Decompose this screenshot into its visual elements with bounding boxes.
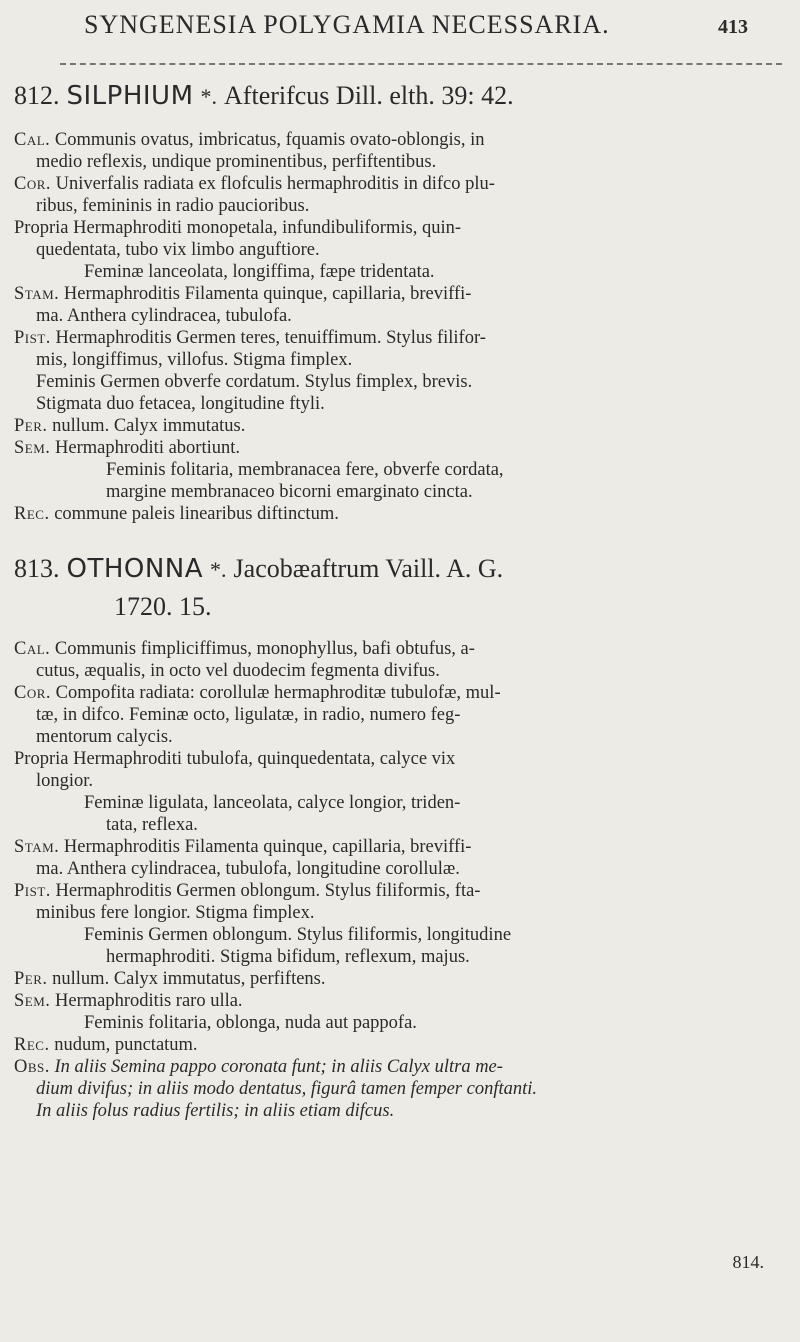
line-text: Hermaphroditis Filamenta quinque, capillaria, breviffi- <box>63 837 472 857</box>
genus-entries <box>14 76 778 1122</box>
section-label: Per. <box>14 969 48 989</box>
text-line <box>14 217 778 239</box>
genus-heading <box>14 76 778 117</box>
line-text: longior. <box>36 771 94 791</box>
line-text: In aliis folus radius fertilis; in aliis etiam difcus. <box>36 1101 395 1121</box>
description-paragraph <box>14 217 778 261</box>
line-text: Communis fimpliciffimus, monophyllus, bafi obtufus, a- <box>54 639 475 659</box>
text-line <box>14 814 778 836</box>
description-paragraph <box>14 682 778 748</box>
section-label: Rec. <box>14 504 50 524</box>
description-paragraph <box>14 1034 778 1056</box>
line-text: Feminis folitaria, membranacea fere, obverfe cordata, <box>106 460 504 480</box>
description-paragraph <box>14 503 778 525</box>
text-line <box>14 503 778 525</box>
line-text: ma. Anthera cylindracea, tubulofa. <box>36 306 292 326</box>
description-paragraph <box>14 129 778 173</box>
line-text: Hermaphroditis Germen oblongum. Stylus filiformis, fta- <box>55 881 481 901</box>
line-text: Hermaphroditis raro ulla. <box>55 991 243 1011</box>
description-paragraph <box>14 1012 778 1034</box>
text-line <box>14 748 778 770</box>
line-text: quedentata, tubo vix limbo anguftiore. <box>36 240 320 260</box>
text-line <box>14 858 778 880</box>
genus-asterisk: *. <box>210 557 227 582</box>
text-line <box>14 481 778 503</box>
line-text: tata, reflexa. <box>106 815 198 835</box>
text-line <box>14 836 778 858</box>
line-text: Feminis Germen obverfe cordatum. Stylus fimplex, brevis. <box>36 372 473 392</box>
description-paragraph <box>14 371 778 415</box>
text-line <box>14 1056 778 1078</box>
text-line <box>14 393 778 415</box>
page-number: 413 <box>718 16 748 38</box>
running-title: SYNGENESIA POLYGAMIA NECESSARIA. <box>84 10 610 39</box>
line-text: Feminis folitaria, oblonga, nuda aut pappofa. <box>84 1013 417 1033</box>
text-line <box>14 415 778 437</box>
text-line <box>14 946 778 968</box>
section-label: Stam. <box>14 284 60 304</box>
line-text: Propria Hermaphroditi monopetala, infundibuliformis, quin- <box>14 218 461 238</box>
genus-synonym: Afterifcus Dill. elth. 39: 42. <box>224 81 514 110</box>
genus-heading <box>14 549 778 590</box>
section-label: Obs. <box>14 1057 50 1077</box>
text-line <box>14 1100 778 1122</box>
genus-name: SILPHIUM <box>66 81 194 111</box>
line-text: In aliis Semina pappo coronata funt; in aliis Calyx ultra me- <box>54 1057 503 1077</box>
description-paragraph <box>14 836 778 880</box>
line-text: Hermaphroditis Germen teres, tenuiffimum. Stylus filifor- <box>55 328 486 348</box>
text-line <box>14 726 778 748</box>
line-text: Hermaphroditi abortiunt. <box>55 438 241 458</box>
line-text: Feminis Germen oblongum. Stylus filiformis, longitudine <box>84 925 512 945</box>
line-text: mentorum calycis. <box>36 727 173 747</box>
section-label: Pist. <box>14 328 51 348</box>
description-paragraph <box>14 437 778 459</box>
text-line <box>14 704 778 726</box>
section-label: Cal. <box>14 639 51 659</box>
description-paragraph <box>14 792 778 836</box>
description-paragraph <box>14 748 778 792</box>
catchword: 814. <box>732 1252 764 1272</box>
line-text: ma. Anthera cylindracea, tubulofa, longitudine corollulæ. <box>36 859 460 879</box>
line-text: tæ, in difco. Feminæ octo, ligulatæ, in radio, numero feg- <box>36 705 461 725</box>
description-paragraph <box>14 415 778 437</box>
genus-number: 812. <box>14 81 60 110</box>
section-label: Rec. <box>14 1035 50 1055</box>
running-header <box>0 10 800 40</box>
text-line <box>14 195 778 217</box>
text-line <box>14 1078 778 1100</box>
text-line <box>14 682 778 704</box>
text-line <box>14 660 778 682</box>
genus-asterisk: *. <box>200 84 218 109</box>
genus-synonym: Jacobæaftrum Vaill. A. G. <box>233 554 504 583</box>
line-text: Feminæ lanceolata, longiffima, fæpe tridentata. <box>84 262 435 282</box>
description-paragraph <box>14 173 778 217</box>
text-line <box>14 638 778 660</box>
line-text: commune paleis linearibus diftinctum. <box>54 504 339 524</box>
line-text: mis, longiffimus, villofus. Stigma fimplex. <box>36 350 353 370</box>
line-text: medio reflexis, undique prominentibus, perfiftentibus. <box>36 152 437 172</box>
text-line <box>14 239 778 261</box>
text-line <box>14 792 778 814</box>
text-line <box>14 327 778 349</box>
line-text: nullum. Calyx immutatus. <box>52 416 246 436</box>
line-text: Communis ovatus, imbricatus, fquamis ovato-oblongis, in <box>54 130 485 150</box>
description-paragraph <box>14 1056 778 1122</box>
description-paragraph <box>14 327 778 371</box>
text-line <box>14 151 778 173</box>
text-line <box>14 129 778 151</box>
genus-number: 813. <box>14 554 60 583</box>
description-paragraph <box>14 990 778 1012</box>
section-label: Sem. <box>14 991 51 1011</box>
text-line <box>14 968 778 990</box>
text-line <box>14 459 778 481</box>
description-paragraph <box>14 638 778 682</box>
line-text: minibus fere longior. Stigma fimplex. <box>36 903 315 923</box>
section-label: Cor. <box>14 174 52 194</box>
genus-name: OTHONNA <box>66 554 204 584</box>
description-paragraph <box>14 283 778 327</box>
text-line <box>14 880 778 902</box>
text-line <box>14 305 778 327</box>
text-line <box>14 349 778 371</box>
text-line <box>14 1034 778 1056</box>
line-text: ribus, femininis in radio paucioribus. <box>36 196 310 216</box>
text-line <box>14 1012 778 1034</box>
line-text: dium divifus; in aliis modo dentatus, figurâ tamen femper conftanti. <box>36 1079 538 1099</box>
line-text: cutus, æqualis, in octo vel duodecim fegmenta divifus. <box>36 661 440 681</box>
text-line <box>14 283 778 305</box>
section-label: Sem. <box>14 438 51 458</box>
description-paragraph <box>14 459 778 503</box>
line-text: margine membranaceo bicorni emarginato cincta. <box>106 482 473 502</box>
text-line <box>14 990 778 1012</box>
line-text: nudum, punctatum. <box>54 1035 198 1055</box>
header-rule <box>60 63 782 65</box>
section-label: Cal. <box>14 130 51 150</box>
line-text: Feminæ ligulata, lanceolata, calyce longior, triden- <box>84 793 461 813</box>
line-text: Hermaphroditis Filamenta quinque, capillaria, breviffi- <box>63 284 472 304</box>
line-text: Stigmata duo fetacea, longitudine ftyli. <box>36 394 325 414</box>
section-label: Pist. <box>14 881 51 901</box>
text-line <box>14 371 778 393</box>
text-line <box>14 173 778 195</box>
text-line <box>14 770 778 792</box>
section-label: Cor. <box>14 683 52 703</box>
genus-synonym-continued: 1720. 15. <box>114 592 212 621</box>
text-line <box>14 902 778 924</box>
line-text: Compofita radiata: corollulæ hermaphroditæ tubulofæ, mul- <box>55 683 501 703</box>
line-text: nullum. Calyx immutatus, perfiftens. <box>52 969 326 989</box>
text-line <box>14 261 778 283</box>
page-body <box>14 76 778 1122</box>
description-paragraph <box>14 968 778 990</box>
description-paragraph <box>14 924 778 968</box>
line-text: Univerfalis radiata ex flofculis hermaphroditis in difco plu- <box>55 174 495 194</box>
line-text: hermaphroditi. Stigma bifidum, reflexum, majus. <box>106 947 470 967</box>
description-paragraph <box>14 261 778 283</box>
line-text: Propria Hermaphroditi tubulofa, quinquedentata, calyce vix <box>14 749 456 769</box>
section-label: Stam. <box>14 837 60 857</box>
text-line <box>14 924 778 946</box>
description-paragraph <box>14 880 778 924</box>
section-label: Per. <box>14 416 48 436</box>
text-line <box>14 437 778 459</box>
